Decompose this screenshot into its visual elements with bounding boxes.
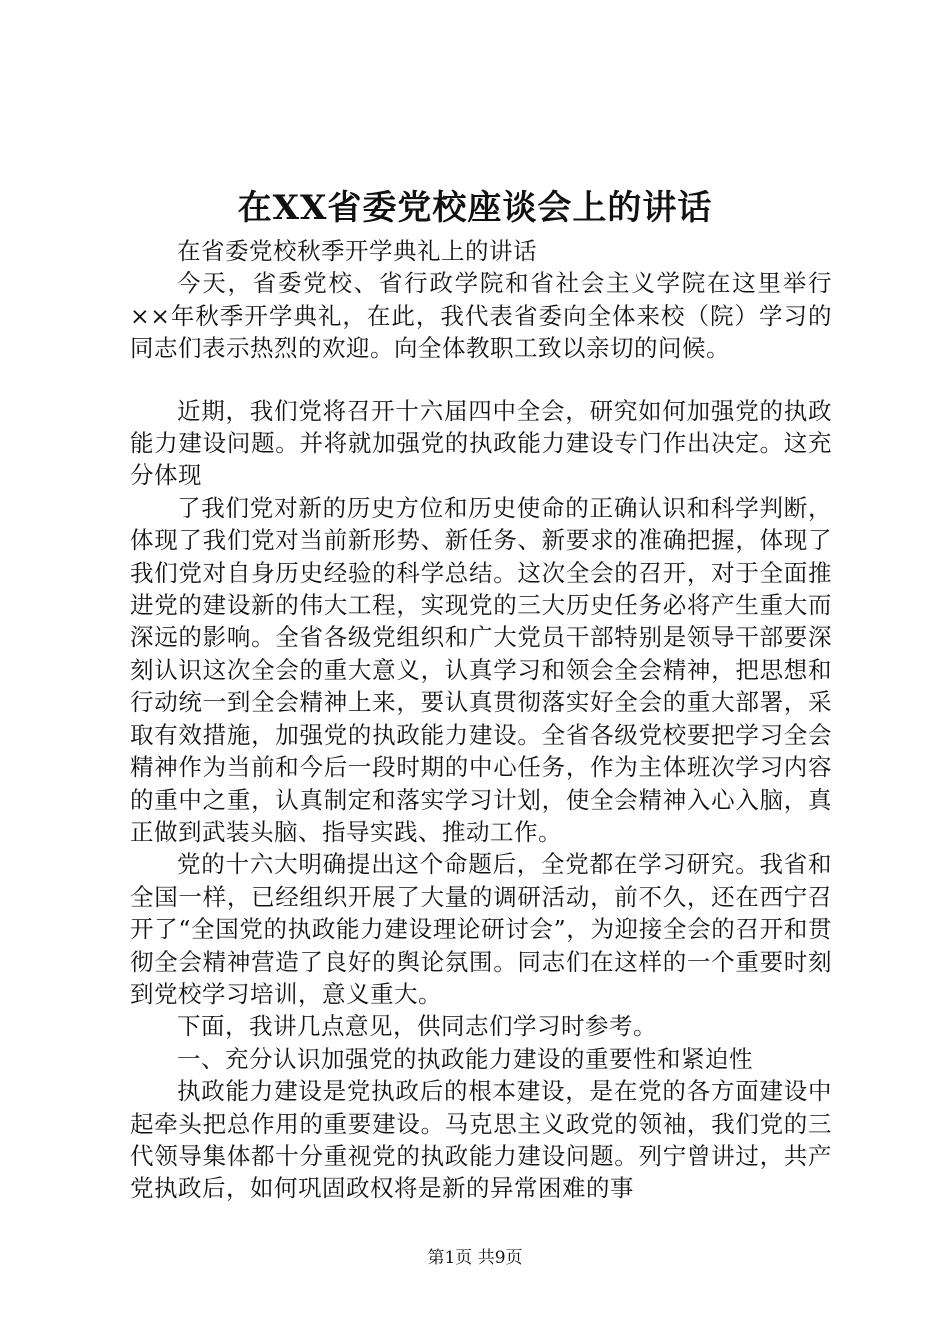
page-footer: 第1页 共9页 <box>427 1248 523 1268</box>
paragraph: 近期，我们党将召开十六届四中全会，研究如何加强党的执政能力建设问题。并将就加强党的执政能力建设专门作出决定。这充分体现 <box>130 396 832 490</box>
section-heading: 一、充分认识加强党的执政能力建设的重要性和紧迫性 <box>177 1044 753 1073</box>
paragraph-subtitle: 在省委党校秋季开学典礼上的讲话 <box>177 237 537 265</box>
paragraph: 了我们党对新的历史方位和历史使命的正确认识和科学判断，体现了我们党对当前新形势、新任务、新要求的准确把握，体现了我们党对自身历史经验的科学总结。这次全会的召开，对于全面推进党的建设新的伟大工程，实现党的三大历史任务必将产生重大而深远的影响。全省各级党组织和广大党员干部特别是领导干部要深刻认识这次全会的重大意义，认真学习和领会全会精神，把思想和行动统一到全会精神上来，要认真贯彻落实好全会的重大部署，采取有效措施，加强党的执政能力建设。全省各级党校要把学习全会精神作为当前和今后一段时期的中心任务，作为主体班次学习内容的重中之重，认真制定和落实学习计划，使全会精神入心入脑，真正做到武装头脑、指导实践、推动工作。 <box>130 493 832 846</box>
paragraph: 今天，省委党校、省行政学院和省社会主义学院在这里举行××年秋季开学典礼，在此，我代表省委向全体来校（院）学习的同志们表示热烈的欢迎。向全体教职工致以亲切的问候。 <box>130 269 832 363</box>
paragraph: 执政能力建设是党执政后的根本建设，是在党的各方面建设中起牵头把总作用的重要建设。马克思主义政党的领袖，我们党的三代领导集体都十分重视党的执政能力建设问题。列宁曾讲过，共产党执政后，如何巩固政权将是新的异常困难的事 <box>130 1077 832 1203</box>
paragraph: 党的十六大明确提出这个命题后，全党都在学习研究。我省和全国一样，已经组织开展了大量的调研活动，前不久，还在西宁召开了“全国党的执政能力建设理论研讨会”，为迎接全会的召开和贯彻全会精神营造了良好的舆论氛围。同志们在这样的一个重要时刻到党校学习培训，意义重大。 <box>130 850 832 1008</box>
document-body <box>130 235 832 1205</box>
paragraph: 下面，我讲几点意见，供同志们学习时参考。 <box>177 1012 657 1041</box>
document-title: 在XX省委党校座谈会上的讲话 <box>237 188 713 228</box>
